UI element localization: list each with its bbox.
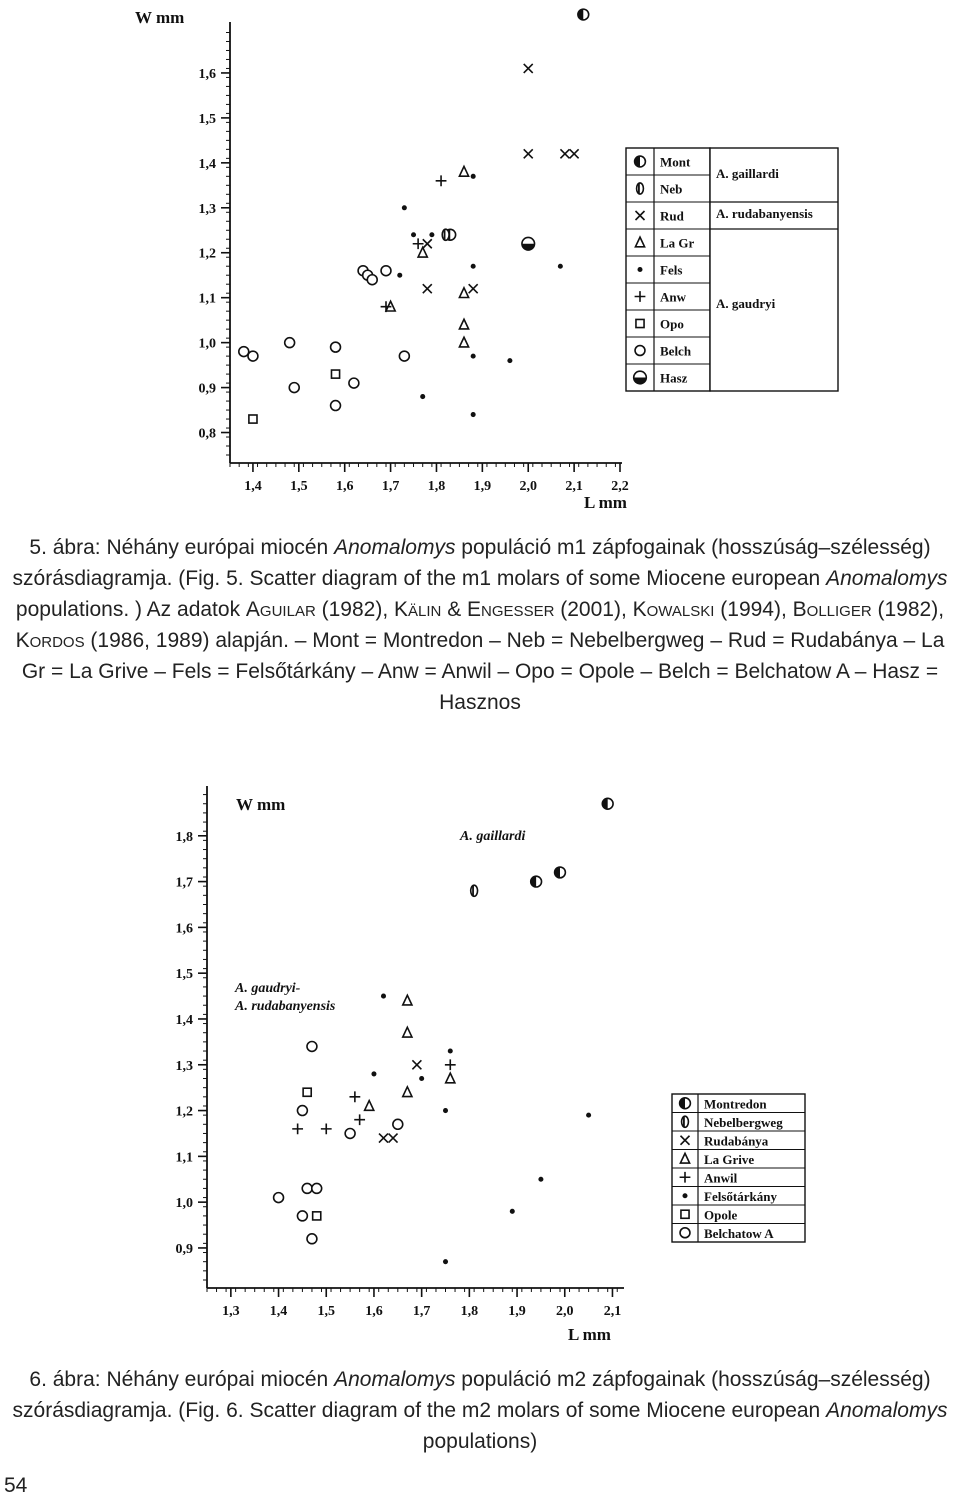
y-tick-label: 0,9 xyxy=(198,381,216,397)
legend-marker-circle xyxy=(635,346,645,356)
y-tick-label: 1,7 xyxy=(175,875,193,891)
x-tick-label: 1,8 xyxy=(460,1304,479,1319)
data-point-circle xyxy=(307,1234,317,1244)
y-tick-label: 1,1 xyxy=(198,291,216,307)
data-point-circle xyxy=(274,1193,284,1203)
data-point-square xyxy=(303,1088,311,1096)
x-tick-label: 1,5 xyxy=(317,1304,336,1319)
legend-label: Rud xyxy=(660,208,684,224)
species-group-label: A. gaudryi xyxy=(716,296,776,311)
x-tick-label: 1,4 xyxy=(269,1304,288,1319)
data-point-circle xyxy=(297,1211,307,1221)
caption-text: (1986, 1989) alapján. – Mont = Montredon – Neb = Nebelbergweg – Rud = Rudabánya – La Gr = La Grive – Fels = Felsőtárkány – Anw = Anwil – Opo = Opole – Belch = Belchatow A – Hasz = Hasznos xyxy=(21,629,945,714)
x-tick-label: 1,9 xyxy=(508,1304,526,1319)
y-tick-label: 1,2 xyxy=(198,246,216,262)
data-point-circle xyxy=(399,351,409,361)
scatter-chart-m1 xyxy=(0,0,960,520)
x-tick-label: 1,3 xyxy=(222,1304,240,1319)
data-point-dot xyxy=(371,1071,376,1076)
legend-marker-dot xyxy=(637,267,642,272)
annotation-rudabanyensis: A. rudabanyensis xyxy=(235,999,336,1014)
data-point-x xyxy=(423,284,432,293)
legend-label: Belch xyxy=(660,343,692,359)
data-point-half-circle-left xyxy=(531,876,542,887)
y-tick-label: 1,5 xyxy=(175,967,193,983)
caption-text: populations. ) Az adatok xyxy=(15,598,246,621)
data-point-dot xyxy=(402,205,407,210)
legend-marker-dot xyxy=(682,1193,687,1198)
data-point-half-circle-bottom xyxy=(522,237,535,250)
y-tick-label: 1,4 xyxy=(175,1012,193,1028)
legend-label: La Gr xyxy=(660,235,695,251)
y-tick-label: 0,9 xyxy=(175,1241,193,1257)
data-point-x xyxy=(412,1060,421,1069)
data-point-dot xyxy=(381,994,386,999)
data-point-dot xyxy=(507,358,512,363)
x-tick-label: 2,1 xyxy=(565,479,583,494)
x-tick-label: 1,7 xyxy=(381,479,400,494)
legend-label: Anw xyxy=(660,289,687,305)
caption-author: Aguilar xyxy=(245,598,316,621)
y-tick-label: 1,1 xyxy=(175,1150,193,1166)
legend-label: Belchatow A xyxy=(704,1225,774,1241)
caption-author: Engesser xyxy=(467,598,555,621)
legend-marker-square xyxy=(681,1210,689,1218)
y-tick-label: 1,6 xyxy=(175,921,193,937)
data-point-circle xyxy=(307,1041,317,1051)
data-point-plus xyxy=(321,1123,332,1134)
x-tick-label: 2,1 xyxy=(603,1304,622,1319)
species-group-label: A. gaillardi xyxy=(716,166,779,181)
data-point-half-circle-left xyxy=(602,798,613,809)
data-point-triangle xyxy=(446,1073,455,1083)
data-point-triangle xyxy=(459,288,468,298)
data-point-circle xyxy=(239,347,249,357)
data-point-circle xyxy=(312,1183,322,1193)
data-point-triangle xyxy=(365,1101,374,1111)
caption-author: Kordos xyxy=(15,629,85,652)
y-tick-label: 1,8 xyxy=(175,829,193,845)
data-point-triangle xyxy=(403,1027,412,1037)
data-point-x xyxy=(423,239,432,248)
x-tick-label: 1,8 xyxy=(427,479,446,494)
data-point-dot xyxy=(538,1177,543,1182)
caption-genus: Anomalomys xyxy=(826,567,948,590)
legend-label: Fels xyxy=(660,262,683,278)
y-tick-label: 1,6 xyxy=(198,66,216,82)
caption-genus: Anomalomys xyxy=(826,1399,948,1422)
data-point-triangle xyxy=(418,247,427,257)
data-point-circle xyxy=(367,275,377,285)
legend-marker-half-circle-left xyxy=(680,1098,691,1109)
y-axis-title: W mm xyxy=(236,795,286,814)
caption-genus: Anomalomys xyxy=(334,1368,456,1391)
legend-label: Neb xyxy=(660,181,683,197)
data-point-circle xyxy=(248,351,258,361)
data-point-dot xyxy=(443,1259,448,1264)
data-point-plus xyxy=(445,1059,456,1070)
x-tick-label: 1,9 xyxy=(473,479,492,494)
legend-label: Rudabánya xyxy=(704,1133,769,1149)
annotation-gaillardi: A. gaillardi xyxy=(460,829,526,844)
caption-text: 6. ábra: Néhány európai miocén xyxy=(29,1368,335,1391)
y-tick-label: 1,5 xyxy=(198,111,216,127)
data-point-half-circle-left xyxy=(555,867,566,878)
x-tick-label: 1,4 xyxy=(244,479,262,494)
data-point-triangle xyxy=(459,319,468,329)
caption-text: (1982), xyxy=(871,598,945,621)
data-point-dot xyxy=(411,232,416,237)
y-tick-label: 1,3 xyxy=(198,201,216,217)
data-point-circle xyxy=(345,1129,355,1139)
x-tick-label: 1,5 xyxy=(290,479,308,494)
y-tick-label: 0,8 xyxy=(198,426,216,442)
data-point-triangle xyxy=(459,337,468,347)
data-point-circle xyxy=(285,338,295,348)
data-point-x xyxy=(389,1134,398,1143)
data-point-dot xyxy=(471,354,476,359)
data-point-plus xyxy=(349,1091,360,1102)
data-point-dot xyxy=(397,273,402,278)
caption-text: & xyxy=(441,598,468,621)
data-point-square xyxy=(249,415,257,423)
legend-label: Mont xyxy=(660,154,691,170)
data-point-dot xyxy=(419,1076,424,1081)
data-point-dot xyxy=(586,1113,591,1118)
page-number: 54 xyxy=(4,1474,28,1497)
y-tick-label: 1,4 xyxy=(198,156,216,172)
x-tick-label: 2,2 xyxy=(611,479,629,494)
data-point-plus xyxy=(292,1123,303,1134)
data-point-circle xyxy=(331,342,341,352)
data-point-dot xyxy=(510,1209,515,1214)
caption-author: Kälin xyxy=(394,598,442,621)
data-point-circle xyxy=(381,266,391,276)
x-tick-label: 1,7 xyxy=(412,1304,431,1319)
legend-marker-half-circle-left xyxy=(635,156,646,167)
data-point-dot xyxy=(471,174,476,179)
caption-text: populáció m1 zápfogainak (hosszúság–szélesség) szórásdiagramja. (Fig. 5. Scatter diagram of the m1 molars of some Miocene european xyxy=(12,536,931,590)
caption-author: Kowalski xyxy=(632,598,715,621)
data-point-plus xyxy=(354,1114,365,1125)
y-tick-label: 1,3 xyxy=(175,1058,193,1074)
data-point-dot xyxy=(429,232,434,237)
data-point-x xyxy=(469,284,478,293)
data-point-x xyxy=(570,149,579,158)
y-tick-label: 1,0 xyxy=(175,1196,193,1212)
data-point-square xyxy=(331,370,339,378)
data-point-circle xyxy=(297,1106,307,1116)
legend-marker-circle xyxy=(680,1228,690,1238)
legend-label: Felsőtárkány xyxy=(704,1188,777,1204)
caption-text: populáció m2 zápfogainak (hosszúság–szélesség) szórásdiagramja. (Fig. 6. Scatter diagram of the m2 molars of some Miocene european xyxy=(12,1368,931,1422)
x-tick-label: 2,0 xyxy=(519,479,537,494)
data-point-circle xyxy=(289,383,299,393)
scatter-chart-m2 xyxy=(0,770,960,1360)
annotation-gaudryi: A. gaudryi- xyxy=(235,981,301,996)
legend-label: Anwil xyxy=(704,1170,738,1186)
x-axis-title: L mm xyxy=(584,493,627,512)
legend-label: Montredon xyxy=(704,1096,767,1112)
data-point-circle xyxy=(349,378,359,388)
caption-text: (1994), xyxy=(714,598,793,621)
x-tick-label: 2,0 xyxy=(556,1304,574,1319)
species-group-box xyxy=(710,148,838,391)
legend-marker-half-circle-bottom xyxy=(634,371,647,384)
data-point-x xyxy=(560,149,569,158)
legend-label: Opo xyxy=(660,316,684,332)
data-point-x xyxy=(379,1134,388,1143)
x-tick-label: 1,6 xyxy=(335,479,354,494)
data-point-circle xyxy=(331,401,341,411)
caption-genus: Anomalomys xyxy=(334,536,456,559)
legend-marker-oval-bar xyxy=(637,183,644,194)
data-point-triangle xyxy=(459,166,468,176)
y-tick-label: 1,2 xyxy=(175,1104,193,1120)
data-point-x xyxy=(524,64,533,73)
data-point-circle xyxy=(393,1119,403,1129)
legend-label: Opole xyxy=(704,1207,738,1223)
data-point-dot xyxy=(420,394,425,399)
data-point-oval-bar xyxy=(442,229,449,240)
x-tick-label: 1,6 xyxy=(365,1304,383,1319)
figure-6-caption xyxy=(10,1364,950,1457)
legend-label: Hasz xyxy=(660,370,688,386)
data-point-square xyxy=(313,1212,321,1220)
data-point-plus xyxy=(436,175,447,186)
legend-marker-square xyxy=(636,319,644,327)
legend-label: Nebelbergweg xyxy=(704,1114,783,1130)
data-point-half-circle-left xyxy=(578,9,589,20)
data-point-triangle xyxy=(403,1087,412,1097)
data-point-circle xyxy=(302,1183,312,1193)
data-point-dot xyxy=(443,1108,448,1113)
caption-text: (2001), xyxy=(554,598,633,621)
y-axis-title: W mm xyxy=(135,8,185,27)
legend-marker-oval-bar xyxy=(682,1116,689,1127)
data-point-dot xyxy=(448,1049,453,1054)
y-tick-label: 1,0 xyxy=(198,336,216,352)
data-point-dot xyxy=(471,264,476,269)
data-point-dot xyxy=(558,264,563,269)
data-point-triangle xyxy=(403,995,412,1005)
species-group-label: A. rudabanyensis xyxy=(716,206,813,221)
caption-text: populations) xyxy=(422,1430,538,1453)
data-point-x xyxy=(524,149,533,158)
figure-5-caption xyxy=(10,532,950,718)
x-axis-title: L mm xyxy=(568,1325,611,1344)
caption-text: (1982), xyxy=(315,598,394,621)
caption-author: Bolliger xyxy=(792,598,872,621)
legend-label: La Grive xyxy=(704,1151,755,1167)
caption-text: 5. ábra: Néhány európai miocén xyxy=(29,536,335,559)
data-point-oval-bar xyxy=(471,885,478,896)
data-point-dot xyxy=(471,412,476,417)
